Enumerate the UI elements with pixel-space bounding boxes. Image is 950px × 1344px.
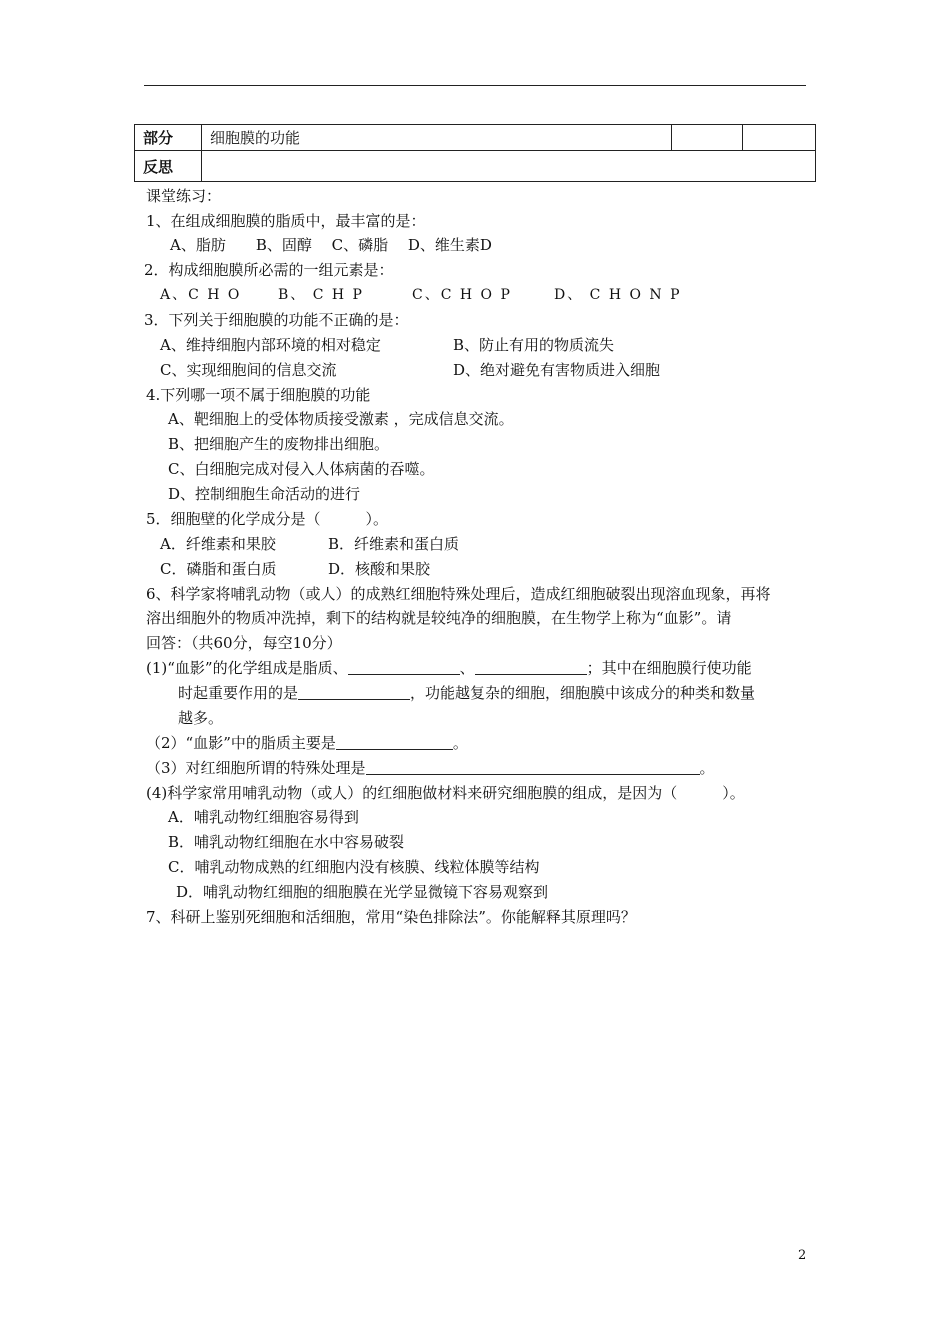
- q3-option-a: A、维持细胞内部环境的相对稳定: [160, 336, 381, 354]
- q6-sub1-text-a: (1)“血影”的化学组成是脂质、: [146, 659, 348, 677]
- blank-field[interactable]: [298, 683, 410, 700]
- empty-cell: [672, 125, 743, 151]
- q4-option-b: B、把细胞产生的废物排出细胞。: [168, 435, 390, 453]
- section-title: 课堂练习：: [146, 187, 222, 205]
- q3-option-d: D、绝对避免有害物质进入细胞: [453, 361, 661, 379]
- q6-option-d: D．哺乳动物红细胞的细胞膜在光学显微镜下容易观察到: [176, 883, 549, 901]
- q6-sub1-line2: [178, 682, 755, 704]
- q3-option-c: C、实现细胞间的信息交流: [160, 361, 337, 379]
- q2-option-a: A、C H O: [160, 287, 242, 303]
- section-value: 细胞膜的功能: [202, 125, 672, 151]
- q4-stem: 4.下列哪一项不属于细胞膜的功能: [146, 386, 371, 404]
- q6-sub1-text-d: ，功能越复杂的细胞，细胞膜中该成分的种类和数量: [410, 684, 756, 702]
- q6-sub2-end: 。: [452, 734, 468, 752]
- header-table: [134, 124, 816, 182]
- q6-sub2-text: （2）“血影”中的脂质主要是: [146, 734, 336, 752]
- blank-field[interactable]: [336, 733, 453, 750]
- q3-stem: 3．下列关于细胞膜的功能不正确的是：: [144, 311, 409, 329]
- q6-sub3-text: （3）对红细胞所谓的特殊处理是: [146, 759, 366, 777]
- section-label: 部分: [135, 125, 202, 151]
- q5-option-a: A．纤维素和果胶: [160, 535, 276, 553]
- q3-option-b: B、防止有用的物质流失: [453, 336, 615, 354]
- q7-stem: 7、科研上鉴别死细胞和活细胞，常用“染色排除法”。你能解释其原理吗？: [146, 908, 636, 926]
- q1-stem: 1、在组成细胞膜的脂质中，最丰富的是：: [146, 212, 426, 230]
- q5-option-d: D．核酸和果胶: [328, 560, 431, 578]
- q2-option-b: B、 C H P: [278, 287, 364, 303]
- q5-stem: 5．细胞壁的化学成分是（ ）。: [146, 510, 389, 528]
- q4-option-a: A、靶细胞上的受体物质接受激素 ，完成信息交流。: [168, 410, 514, 428]
- q6-stem-line1: 6、科学家将哺乳动物（或人）的成熟红细胞特殊处理后，造成红细胞破裂出现溶血现象，再将: [146, 585, 771, 603]
- blank-field[interactable]: [348, 658, 460, 675]
- q6-sub1-sep: 、: [459, 659, 475, 677]
- header-rule: [144, 85, 806, 86]
- q6-option-c: C．哺乳动物成熟的红细胞内没有核膜、线粒体膜等结构: [168, 858, 540, 876]
- q6-sub1-text-e: 越多。: [178, 709, 224, 727]
- q6-sub1-text-c: 时起重要作用的是: [178, 684, 299, 702]
- q6-stem-line2: 溶出细胞外的物质冲洗掉，剩下的结构就是较纯净的细胞膜，在生物学上称为“血影”。请: [146, 609, 732, 627]
- q6-stem-line3: 回答：（共60分，每空10分）: [146, 634, 342, 652]
- q2-option-d: D、 C H O N P: [554, 287, 682, 303]
- q5-option-b: B．纤维素和蛋白质: [328, 535, 460, 553]
- q6-sub1-text-b: ；其中在细胞膜行使功能: [586, 659, 752, 677]
- q5-option-c: C．磷脂和蛋白质: [160, 560, 277, 578]
- q6-sub3-end: 。: [699, 759, 715, 777]
- q6-option-b: B．哺乳动物红细胞在水中容易破裂: [168, 833, 405, 851]
- empty-cell: [743, 125, 816, 151]
- page-number: 2: [798, 1248, 807, 1263]
- blank-field[interactable]: [475, 658, 587, 675]
- q4-option-d: D、控制细胞生命活动的进行: [168, 485, 361, 503]
- q2-option-c: C、C H O P: [412, 287, 512, 303]
- q2-stem: 2．构成细胞膜所必需的一组元素是：: [144, 261, 394, 279]
- reflection-cell: [202, 151, 816, 182]
- q4-option-c: C、白细胞完成对侵入人体病菌的吞噬。: [168, 460, 435, 478]
- q6-sub3: [146, 757, 715, 779]
- q6-sub4: (4)科学家常用哺乳动物（或人）的红细胞做材料来研究细胞膜的组成，是因为（ ）。: [146, 784, 745, 802]
- reflection-label: 反思: [135, 151, 202, 182]
- blank-field[interactable]: [366, 758, 700, 775]
- q6-option-a: A．哺乳动物红细胞容易得到: [168, 808, 359, 826]
- q1-options: A、脂肪 B、固醇 C、磷脂 D、维生素D: [170, 236, 492, 254]
- q6-sub1-line1: [146, 657, 752, 679]
- q6-sub2: [146, 732, 468, 754]
